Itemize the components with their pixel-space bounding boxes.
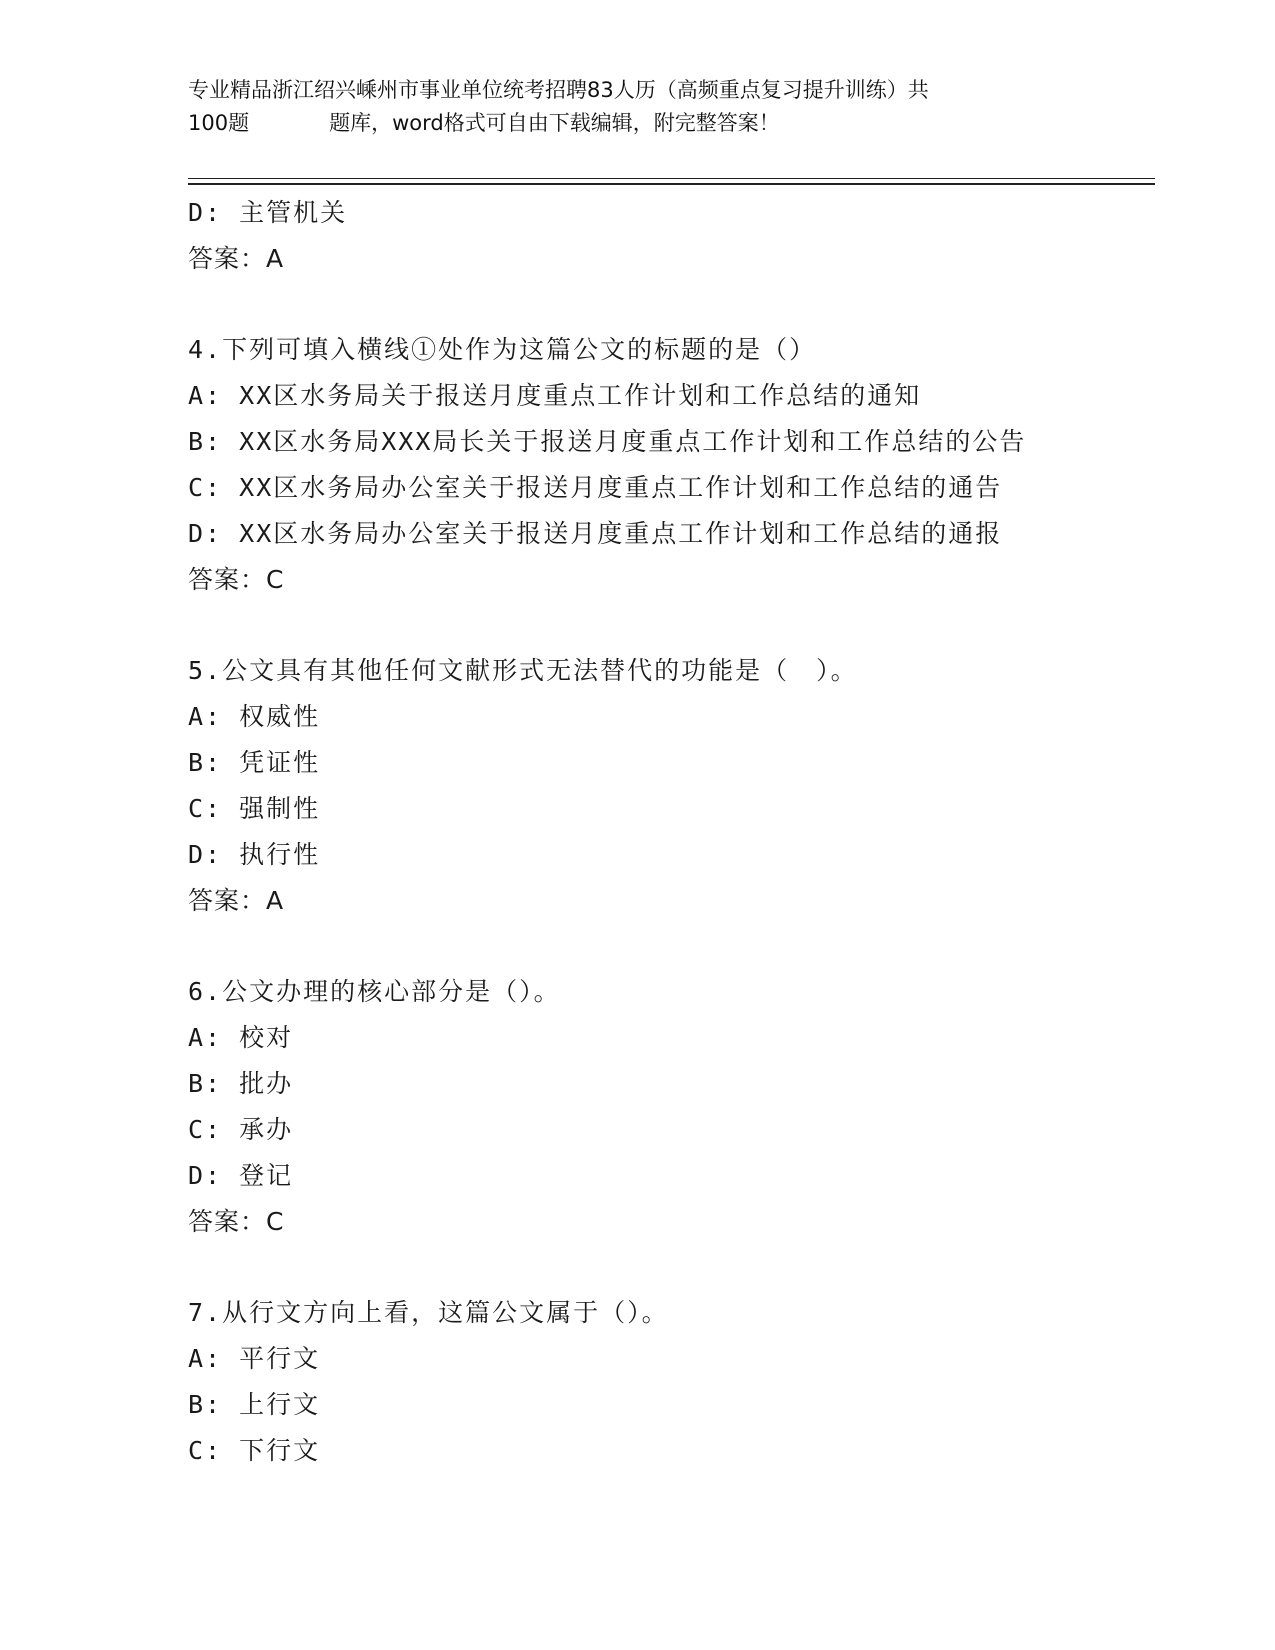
document-header [188,74,1088,140]
option-c: C: 下行文 [188,1436,321,1465]
spacer [188,1245,1148,1290]
option-a: A: 校对 [188,1023,294,1052]
answer: 答案：C [188,1207,285,1236]
question-stem: 7.从行文方向上看，这篇公文属于（）。 [188,1298,669,1327]
option-d: D: 主管机关 [188,198,348,227]
option-b: B: 凭证性 [188,748,321,777]
header-question-count: 100题 [188,111,250,135]
header-line-1: 专业精品浙江绍兴嵊州市事业单位统考招聘83人历（高频重点复习提升训练）共 [188,78,929,102]
header-gap [249,107,329,140]
spacer [188,603,1148,648]
option-d: D: XX区水务局办公室关于报送月度重点工作计划和工作总结的通报 [188,519,1003,548]
question-stem: 5.公文具有其他任何文献形式无法替代的功能是（ ）。 [188,656,858,685]
option-d: D: 执行性 [188,840,321,869]
header-line-2 [188,107,1088,140]
header-divider-thin [188,178,1155,179]
option-c: C: 强制性 [188,794,321,823]
answer: 答案：A [188,244,285,273]
header-divider-thick [188,183,1155,185]
spacer [188,282,1148,327]
question-stem: 4.下列可填入横线①处作为这篇公文的标题的是（） [188,335,817,364]
option-a: A: 平行文 [188,1344,321,1373]
option-b: B: 批办 [188,1069,294,1098]
option-c: C: 承办 [188,1115,294,1144]
spacer [188,924,1148,969]
answer: 答案：C [188,565,285,594]
option-d: D: 登记 [188,1161,294,1190]
question-list [188,190,1148,1474]
question-stem: 6.公文办理的核心部分是（）。 [188,977,561,1006]
option-a: A: 权威性 [188,702,321,731]
header-description: 题库，word格式可自由下载编辑，附完整答案！ [329,111,780,135]
option-a: A: XX区水务局关于报送月度重点工作计划和工作总结的通知 [188,381,922,410]
option-b: B: XX区水务局XXX局长关于报送月度重点工作计划和工作总结的公告 [188,427,1027,456]
option-c: C: XX区水务局办公室关于报送月度重点工作计划和工作总结的通告 [188,473,1003,502]
option-b: B: 上行文 [188,1390,321,1419]
answer: 答案：A [188,886,285,915]
